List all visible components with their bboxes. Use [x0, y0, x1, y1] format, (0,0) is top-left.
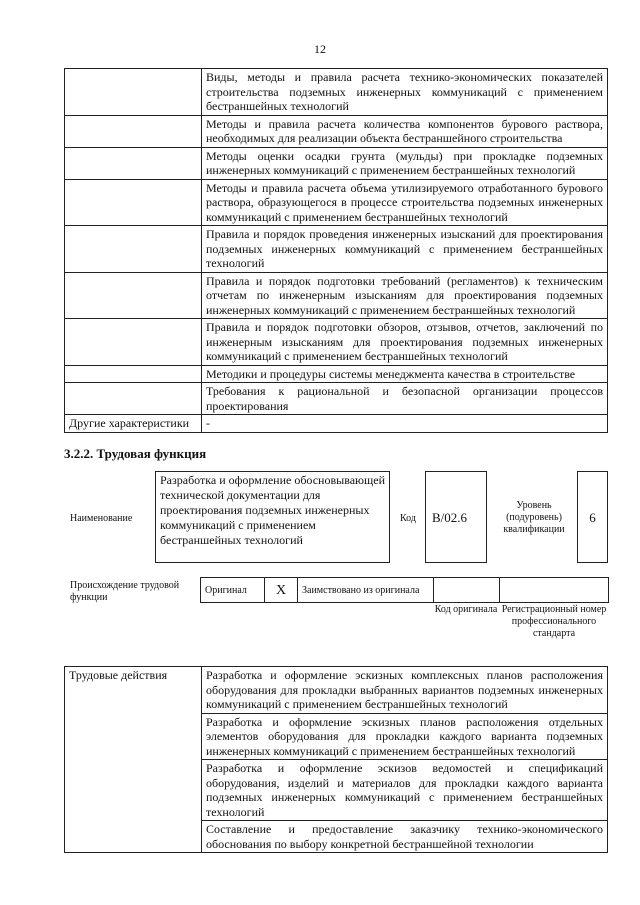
labor-action-item: Разработка и оформление эскизных комплексных планов расположения оборудования для прокладки выбранных вариантов подземных инженерных коммуникаций с применением бестраншейных технологий: [202, 667, 608, 714]
row-content: Правила и порядок проведения инженерных изысканий для проектирования подземных инженерных коммуникаций с применением бестраншейных технологий: [202, 226, 608, 273]
borrowed-cell: Заимствовано из оригинала: [298, 578, 434, 603]
code-original-caption: Код оригинала: [434, 604, 498, 615]
row-content: Виды, методы и правила расчета технико-экономических показателей строительства подземных инженерных коммуникаций с применением бестраншейных технологий: [202, 69, 608, 116]
row-label: [65, 226, 202, 273]
table-row: [65, 69, 608, 116]
origin-table: [200, 577, 609, 603]
row-label: [65, 115, 202, 147]
function-name-box: Разработка и оформление обосновывающей технической документации для проектирования подземных инженерных коммуникаций с применением бестраншейных технологий: [155, 471, 390, 563]
labor-action-item: Разработка и оформление эскизных планов расположения отдельных элементов оборудования для прокладки каждого варианта подземных инженерных коммуникаций с применением бестраншейных технологий: [202, 713, 608, 760]
original-cell: Оригинал: [201, 578, 265, 603]
table-row: [65, 383, 608, 415]
origin-label: Происхождение трудовой функции: [70, 580, 180, 603]
row-label: [65, 69, 202, 116]
row-label: [65, 272, 202, 319]
row-label: [65, 179, 202, 226]
page-number: 12: [314, 42, 326, 56]
section-heading: 3.2.2. Трудовая функция: [64, 446, 207, 461]
original-mark: X: [265, 578, 298, 603]
name-label: Наименование: [70, 513, 133, 524]
table-row: [65, 415, 608, 433]
level-label: Уровень (подуровень) квалификации: [503, 500, 565, 535]
labor-action-item: Составление и предоставление заказчику технико-экономического обоснования по выбору конкретной бестраншейной технологии: [202, 821, 608, 853]
row-content: Методы и правила расчета объема утилизируемого отработанного бурового раствора, образующегося в процессе строительства подземных инженерных коммуникаций с применением бестраншейных технологий: [202, 179, 608, 226]
row-content: Методы и правила расчета количества компонентов бурового раствора, необходимых для реализации объекта бестраншейного строительства: [202, 115, 608, 147]
code-label: Код: [400, 513, 416, 524]
table-row: [65, 115, 608, 147]
code-original-cell: [434, 578, 500, 603]
table-row: [65, 667, 608, 714]
row-label: [65, 147, 202, 179]
row-content: Правила и порядок подготовки обзоров, отзывов, отчетов, заключений по инженерным изысканиям для проектирования подземных инженерных коммуникаций с применением бестраншейных технологий: [202, 319, 608, 366]
reg-number-caption: Регистрационный номер профессионального стандарта: [501, 604, 607, 639]
row-content: Методы оценки осадки грунта (мульды) при прокладке подземных инженерных коммуникаций с применением бестраншейных технологий: [202, 147, 608, 179]
row-content: Правила и порядок подготовки требований (регламентов) к техническим отчетам по инженерным изысканиям для проектирования подземных инженерных коммуникаций с применением бестраншейных технологий: [202, 272, 608, 319]
reg-number-cell: [500, 578, 609, 603]
knowledge-table: [64, 68, 608, 433]
labor-actions-table: [64, 666, 608, 853]
table-row: [65, 147, 608, 179]
table-row: [65, 272, 608, 319]
table-row: [65, 226, 608, 273]
table-row: [65, 319, 608, 366]
labor-action-item: Разработка и оформление эскизов ведомостей и спецификаций оборудования, изделий и материалов для прокладки каждого варианта подземных инженерных коммуникаций с применением бестраншейных технологий: [202, 760, 608, 821]
labor-actions-label: Трудовые действия: [65, 667, 202, 853]
row-content: Методики и процедуры системы менеджмента качества в строительстве: [202, 365, 608, 383]
row-label: [65, 365, 202, 383]
row-label: [65, 319, 202, 366]
row-content: -: [202, 415, 608, 433]
function-code-box: B/02.6: [425, 471, 487, 563]
table-row: [65, 179, 608, 226]
row-content: Требования к рациональной и безопасной организации процессов проектирования: [202, 383, 608, 415]
row-label: [65, 383, 202, 415]
level-box: 6: [577, 471, 608, 563]
table-row: [65, 365, 608, 383]
row-label: Другие характеристики: [65, 415, 202, 433]
